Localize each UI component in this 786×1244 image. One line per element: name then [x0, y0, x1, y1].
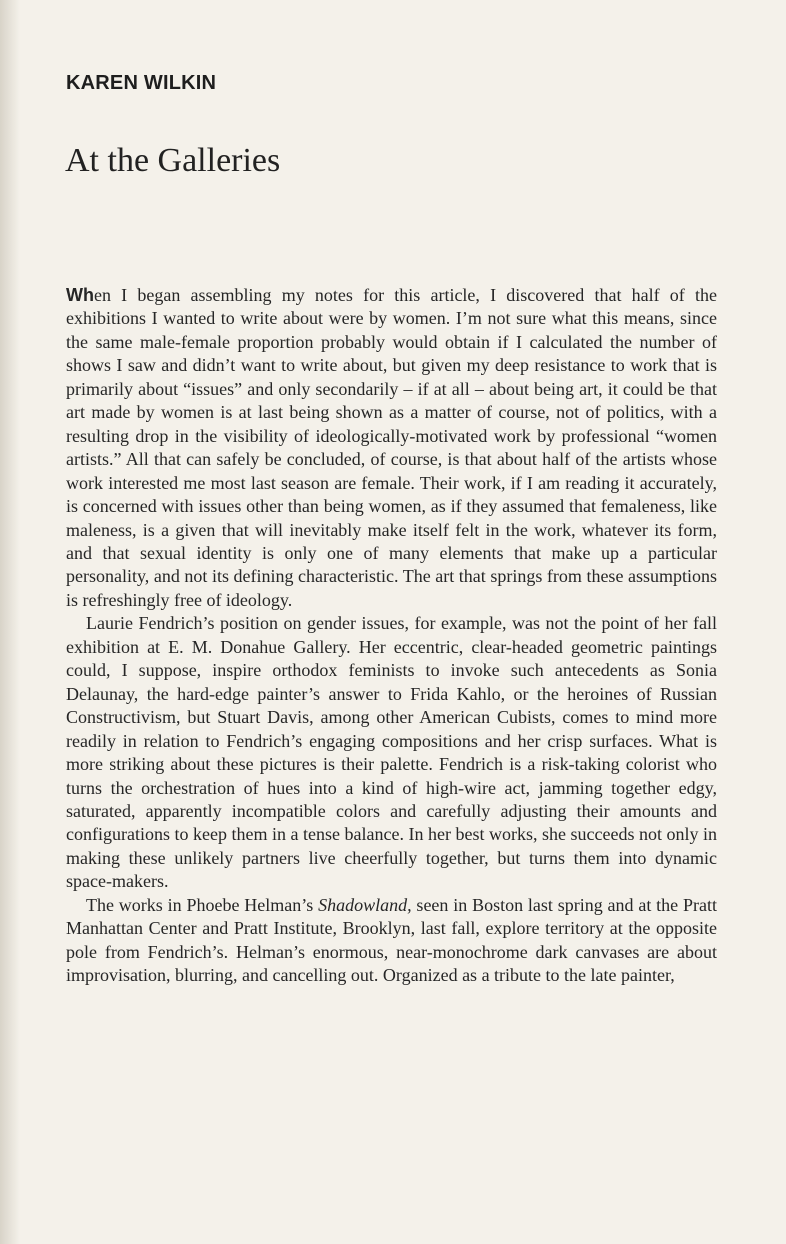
author-name: KAREN WILKIN	[66, 72, 217, 94]
paragraph-2: Laurie Fendrich’s position on gender issues, for example, was not the point of her fall exhibition at E. M. Donahue Gallery. Her eccentric, clear-headed geometric paintings could, I suppose, inspire orthodox feminists to invoke such antecedents as Sonia Delaunay, the hard-edge painter’s answer to Frida Kahlo, or the heroines of Russian Constructivism, but Stuart Davis, among other American Cubists, comes to mind more readily in relation to Fendrich’s engaging compositions and her crisp surfaces. What is more striking about these pictures is their palette. Fendrich is a risk-taking colorist who turns the orchestration of hues into a kind of high-wire act, jamming together edgy, saturated, apparently incompatible colors and carefully adjusting their amounts and configurations to keep them in a tense balance. In her best works, she succeeds not only in making these unlikely partners live cheerfully together, but turns them into dynamic space-makers.	[66, 613, 717, 892]
article-body	[66, 284, 717, 988]
paragraph-1	[66, 284, 717, 612]
paragraph-3-text-end: seen in Boston last spring and at the Pratt Manhattan Center and Pratt Institute, Brooklyn, last fall, explore territory at the opposite pole from Fendrich’s. Helman’s enormous, near-monochrome dark canvases are about improvisation, blurring, and cancelling out. Organized as a tribute to the late painter,	[66, 894, 717, 986]
exhibition-title-italic: Shadowland,	[318, 894, 412, 915]
paragraph-3	[66, 894, 717, 988]
lead-in-letters: Wh	[66, 285, 94, 305]
paragraph-1-text: en I began assembling my notes for this article, I discovered that half of the exhibitions I wanted to write about were by women. I’m not sure what this means, since the same male-female proportion probably would obtain if I calculated the number of shows I saw and didn’t want to write about, but given my deep resistance to work that is primarily about “issues” and only secondarily – if at all – about being art, it could be that art made by women is at last being shown as a matter of course, not of politics, with a resulting drop in the visibility of ideologically-motivated work by professional “women artists.” All that can safely be concluded, of course, is that about half of the artists whose work interested me most last season are female. Their work, if I am reading it accurately, is concerned with issues other than being women, as if they assumed that femaleness, like maleness, is a given that will inevitably make itself felt in the work, whatever its form, and that sexual identity is only one of many elements that make up a particular personality, and not its defining characteristic. The art that springs from these assumptions is refreshingly free of ideology.	[66, 285, 717, 610]
paragraph-3-text-start: The works in Phoebe Helman’s	[86, 894, 319, 915]
article-title: At the Galleries	[65, 142, 281, 179]
page-gutter-shadow	[0, 0, 20, 1244]
